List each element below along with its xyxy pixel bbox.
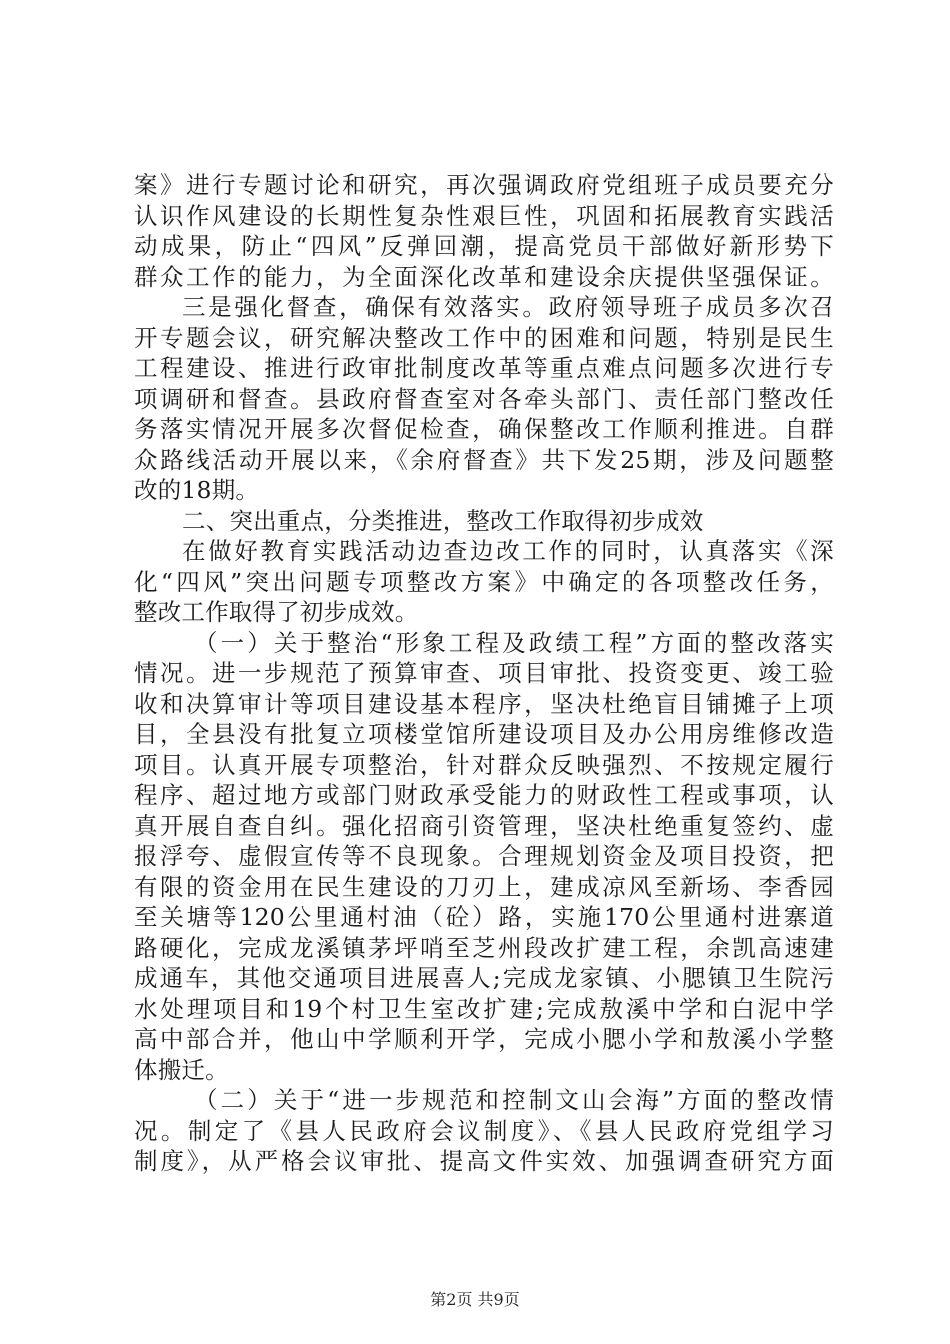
text-line: 高中部合并，他山中学顺利开学，完成小腮小学和敖溪小学整 <box>134 1025 834 1053</box>
text-line: 务落实情况开展多次督促检查，确保整改工作顺利推进。自群 <box>134 415 834 443</box>
text-line: 收和决算审计等项目建设基本程序，坚决杜绝盲目铺摊子上项 <box>134 689 834 718</box>
text-line: 项调研和督查。县政府督查室对各牵头部门、责任部门整改任 <box>134 384 834 413</box>
text-line: 报浮夸、虚假宣传等不良现象。合理规划资金及项目投资，把 <box>134 842 834 870</box>
text-line: 群众工作的能力，为全面深化改革和建设余庆提供坚强保证。 <box>134 262 834 291</box>
text-line: 水处理项目和19个村卫生室改扩建;完成敖溪中学和白泥中学 <box>134 994 834 1023</box>
text-line: 制度》，从严格会议审批、提高文件实效、加强调查研究方面 <box>134 1147 834 1175</box>
text-line: 成通车，其他交通项目进展喜人;完成龙家镇、小腮镇卫生院污 <box>134 964 834 992</box>
text-line: 认识作风建设的长期性复杂性艰巨性，巩固和拓展教育实践活 <box>134 201 834 230</box>
text-line: 项目。认真开展专项整治，针对群众反映强烈、不按规定履行 <box>134 750 834 779</box>
page-footer: 第2页 共9页 <box>430 1290 520 1309</box>
text-line: （二）关于“进一步规范和控制文山会海”方面的整改情 <box>194 1086 834 1114</box>
document-body <box>134 170 834 1177</box>
text-line: 情况。进一步规范了预算审查、项目审批、投资变更、竣工验 <box>134 659 834 687</box>
text-line: 动成果，防止“四风”反弹回潮，提高党员干部做好新形势下 <box>134 232 834 260</box>
text-line: 二、突出重点，分类推进，整改工作取得初步成效 <box>182 506 704 535</box>
text-line: 目，全县没有批复立项楼堂馆所建设项目及办公用房维修改造 <box>134 720 834 748</box>
text-line: 至关塘等120公里通村油（砼）路，实施170公里通村进寨道 <box>134 903 834 931</box>
text-line: 况。制定了《县人民政府会议制度》、《县人民政府党组学习 <box>134 1116 834 1145</box>
text-line: 众路线活动开展以来，《余府督查》共下发25期，涉及问题整 <box>134 445 834 474</box>
text-line: 程序、超过地方或部门财政承受能力的财政性工程或事项，认 <box>134 781 834 809</box>
text-line: 路硬化，完成龙溪镇茅坪哨至芝州段改扩建工程，余凯高速建 <box>134 933 834 962</box>
text-line: 在做好教育实践活动边查边改工作的同时，认真落实《深 <box>182 537 834 565</box>
text-line: 有限的资金用在民生建设的刀刃上，建成凉风至新场、李香园 <box>134 872 834 901</box>
text-line: 三是强化督查，确保有效落实。政府领导班子成员多次召 <box>182 293 834 321</box>
text-line: 开专题会议，研究解决整改工作中的困难和问题，特别是民生 <box>134 323 834 352</box>
text-line: 整改工作取得了初步成效。 <box>134 598 419 626</box>
text-line: 改的18期。 <box>134 476 260 504</box>
text-line: 化“四风”突出问题专项整改方案》中确定的各项整改任务， <box>134 567 834 596</box>
text-line: 真开展自查自纠。强化招商引资管理，坚决杜绝重复签约、虚 <box>134 811 834 840</box>
text-line: 案》进行专题讨论和研究，再次强调政府党组班子成员要充分 <box>134 171 834 199</box>
text-line: 体搬迁。 <box>134 1055 229 1084</box>
text-line: 工程建设、推进行政审批制度改革等重点难点问题多次进行专 <box>134 354 834 382</box>
text-line: （一）关于整治“形象工程及政绩工程”方面的整改落实 <box>194 628 834 657</box>
